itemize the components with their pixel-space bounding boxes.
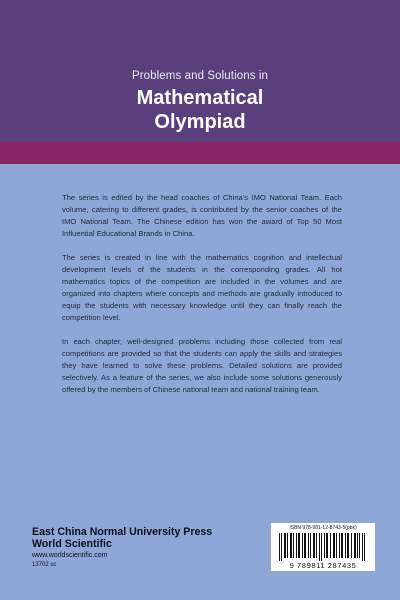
cover-subtitle: Problems and Solutions in (131, 70, 269, 82)
blurb-paragraph: In each chapter, well-designed problems including those collected from real competitions are provided so that the students can apply the skills and strategies they have learned to solve these problems. Detailed solutions are provided selectively. As a feature of the series, we also include some solutions generously offered by the members of Chinese national team and national training team. (62, 337, 342, 394)
blurb-paragraph: The series is edited by the head coaches of China's IMO National Team. Each volume, catering to different grades, is contributed by the senior coaches of the IMO National Team. The Chinese edition has won the award of Top 50 Most Influential Educational Brands in China. (62, 193, 342, 238)
product-code: 13702 sc (32, 562, 57, 568)
cover-title-line-1: Mathematical (136, 87, 264, 109)
blurb (62, 192, 342, 408)
accent-stripe (0, 142, 400, 164)
barcode (271, 523, 375, 571)
publisher-url: www.worldscientific.com (32, 552, 108, 559)
cover-title-line-2: Olympiad (154, 111, 246, 133)
publisher-name-2: World Scientific (32, 538, 112, 550)
publisher-name-1: East China Normal University Press (32, 526, 213, 538)
blurb-paragraph: The series is created in line with the mathematics cognition and intellectual development levels of the students in the corresponding grades. All hot mathematics topics of the competition are included in the volumes and are organized into chapters where concepts and methods are gradually introduced to equip the students with necessary knowledge until they can finally reach the competition level. (62, 253, 342, 322)
publisher-block (32, 526, 212, 569)
cover-title (0, 86, 400, 134)
barcode-digits: 9 789811 287435 (289, 561, 357, 570)
isbn-text: ISBN 978-981-12-8743-5(pbk) (289, 525, 357, 531)
barcode-bars (277, 533, 369, 561)
